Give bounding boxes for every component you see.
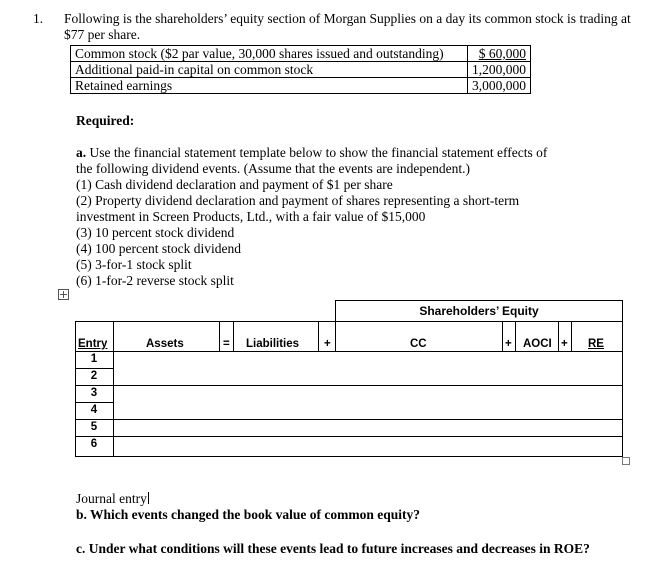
equity-label: Retained earnings [71,78,468,94]
question-number: 1. [33,11,44,26]
row-divider [75,419,622,420]
part-b: b. Which events changed the book value of common equity? [76,507,421,522]
part-a-text: Use the financial statement template below to show the financial statement effects of [89,145,548,160]
table-row [71,78,531,94]
shareholders-equity-header [335,300,623,323]
entry-header-cell [75,321,115,353]
equity-section-table [70,45,531,94]
event-2-cont: investment in Screen Products, Ltd., with a fair value of $15,000 [76,209,426,224]
required-heading: Required: [76,113,135,128]
question-intro-line1: Following is the shareholders’ equity section of Morgan Supplies on a day its common stock is trading at [64,11,631,26]
equity-label: Additional paid-in capital on common stock [71,62,468,78]
table-move-icon[interactable] [58,289,69,300]
entry-number: 2 [90,370,98,382]
entry-column-divider [113,351,114,456]
re-header-cell [571,321,623,353]
equals-header: = [223,338,230,350]
row-divider [75,402,113,403]
plus-header: + [561,338,568,350]
equity-amount: $ 60,000 [468,46,531,62]
question-intro-line2: $77 per share. [64,27,141,42]
event-3: (3) 10 percent stock dividend [76,225,235,240]
entry-number: 6 [90,438,98,450]
entry-number: 1 [90,353,98,365]
cc-header-cell [335,321,504,353]
text-cursor [148,492,149,504]
row-divider [75,368,113,369]
event-5: (5) 3-for-1 stock split [76,257,192,272]
event-2: (2) Property dividend declaration and payment of shares representing a short-term [76,193,520,208]
entry-number: 3 [90,387,98,399]
event-1: (1) Cash dividend declaration and payment of $1 per share [76,177,393,192]
aoci-header: AOCI [523,338,552,350]
liabilities-header-cell [233,321,320,353]
part-a-line1 [76,145,547,161]
part-a-label: a. [76,145,87,160]
plus-header: + [324,338,331,350]
table-row [71,46,531,62]
assets-header-cell [113,321,221,353]
table-resize-handle[interactable] [622,457,630,465]
part-c: c. Under what conditions will these events lead to future increases and decreases in ROE? [76,541,590,556]
equity-amount: 3,000,000 [468,78,531,94]
plus-header: + [505,338,512,350]
re-header: RE [588,338,604,350]
journal-entry-label: Journal entry [76,491,147,506]
row-divider [75,385,622,386]
entry-header: Entry [78,338,108,350]
assets-header: Assets [146,338,184,350]
equity-amount: 1,200,000 [468,62,531,78]
cc-header: CC [410,338,427,350]
equity-label: Common stock ($2 par value, 30,000 shares issued and outstanding) [71,46,468,62]
entry-number: 5 [90,421,98,433]
entry-number: 4 [90,404,98,416]
shareholders-equity-title: Shareholders’ Equity [419,304,539,318]
row-divider [75,436,622,437]
event-4: (4) 100 percent stock dividend [76,241,241,256]
part-a-line2: the following dividend events. (Assume that the events are independent.) [76,161,471,176]
journal-entry-line[interactable] [76,491,149,507]
aoci-header-cell [515,321,560,353]
entries-body [75,351,623,457]
event-6: (6) 1-for-2 reverse stock split [76,273,234,288]
table-row [71,62,531,78]
liabilities-header: Liabilities [246,338,300,350]
